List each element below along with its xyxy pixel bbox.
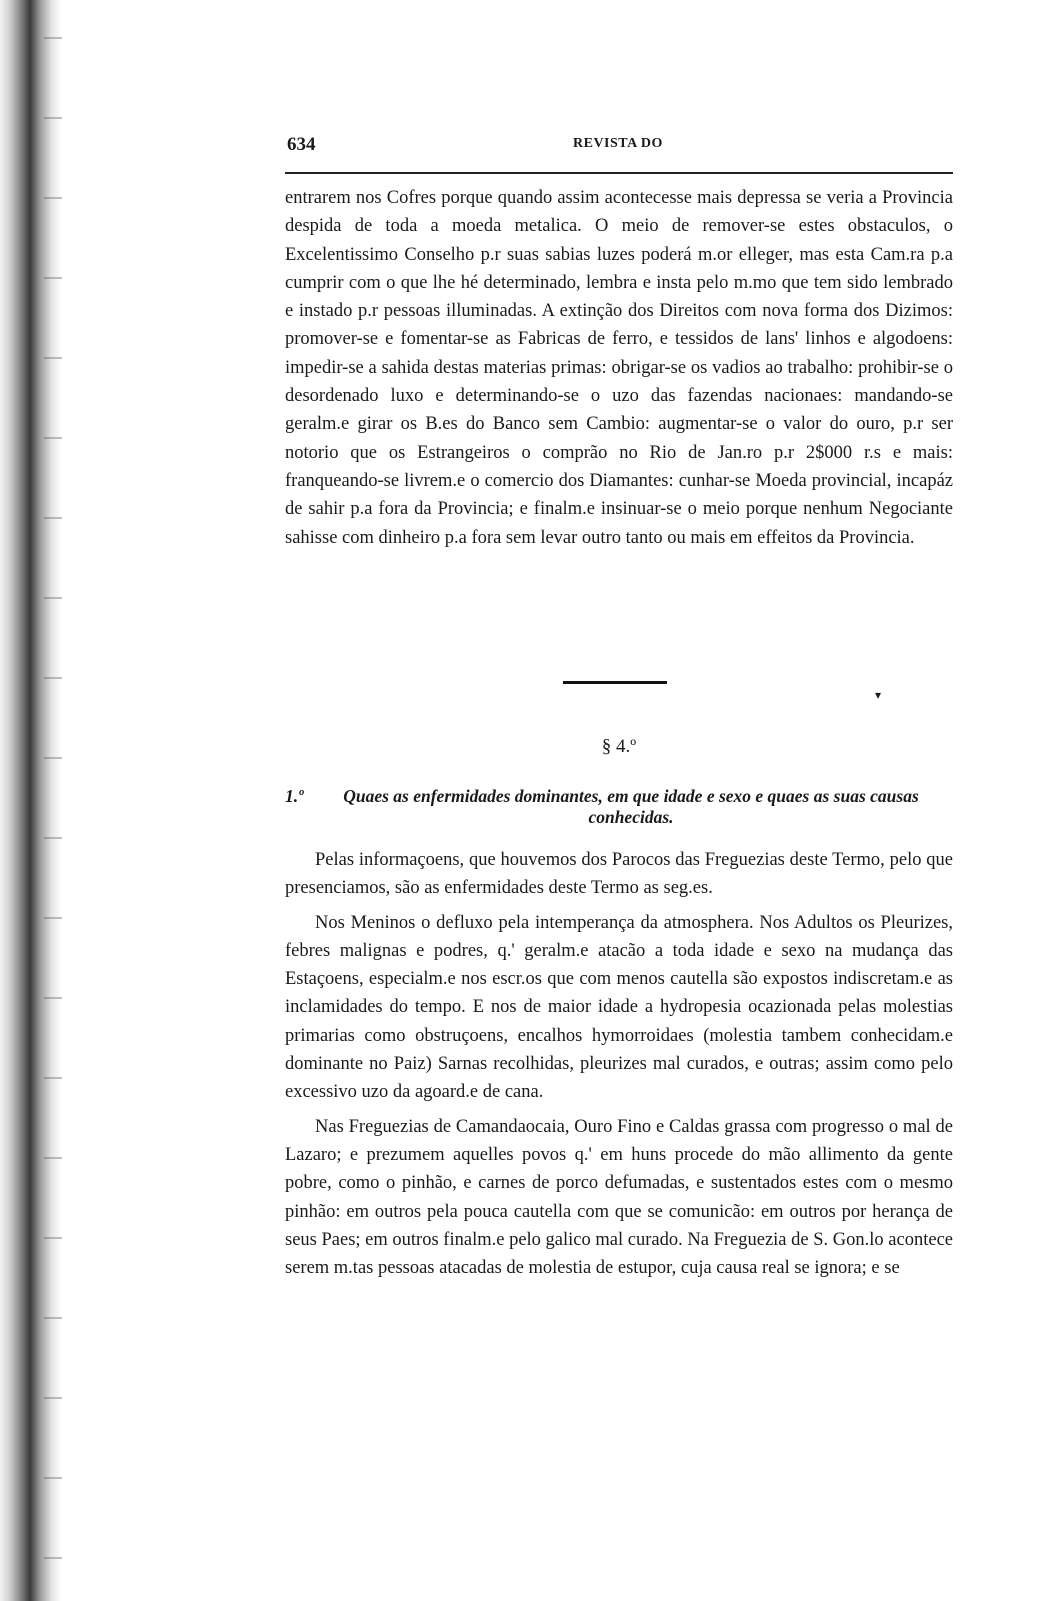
section-body [285,846,953,1288]
paragraph: Nos Meninos o defluxo pela intemperança da atmosphera. Nos Adultos os Pleurizes, febres malignas e podres, q.' geralm.e atacão a toda idade e sexo na mudança das Estaçoens, especialm.e nos escr.os que com menos cautella são expostos indiscretam.e as inclamidades do tempo. E nos de maior idade a hydropesia ocazionada pelas molestias primarias como obstruçoens, encalhos hymorroidaes (molestia tambem conhecidam.e dominante no Paiz) Sarnas recolhidas, pleurizes mal curados, e outras; assim como pelo excessivo uzo da agoard.e de cana. [285,912,953,1103]
question-text: Quaes as enfermidades dominantes, em que idade e sexo e quaes as suas causas conhecidas. [343,786,919,827]
stray-mark: ▾ [875,688,882,702]
paragraph-continued: entrarem nos Cofres porque quando assim acontecesse mais depressa se veria a Provincia despida de toda a moeda metalica. O meio de remover-se estes obstaculos, o Excelentissimo Conselho p.r suas sabias luzes poderá m.or elleger, mas esta Cam.ra p.a cumprir com o que lhe hé determinado, lembra e insta pelo m.mo que tem sido lembrado e instado p.r pessoas illuminadas. A extinção dos Direitos com nova forma dos Dizimos: promover-se e fomentar-se as Fabricas de ferro, e tessidos de lans' linhos e algodoens: impedir-se a sahida destas materias primas: obrigar-se os vadios ao trabalho: prohibir-se o desordenado luxo e determinando-se o uzo das fazendas nacionaes: mandando-se geralm.e girar os B.es do Banco sem Cambio: augmentar-se o valor do ouro, p.r ser notorio que os Estrangeiros o comprão no Rio de Jan.ro p.r 2$000 r.s e mais: franqueando-se livrem.e o comercio dos Diamantes: cunhar-se Moeda provincial, incapáz de sahir p.a fora da Provincia; e finalm.e insinuar-se o meio porque nenhum Negociante sahisse com dinheiro p.a fora sem levar outro tanto ou mais em effeitos da Provincia. [285,188,953,548]
question-number: 1.º [285,786,304,806]
running-head: REVISTA DO [573,136,663,151]
page-header [285,128,953,156]
section-question [285,786,953,828]
binding-marks [44,0,62,1601]
header-rule [285,172,953,174]
section-divider [563,681,667,684]
paragraph: Pelas informaçoens, que houvemos dos Parocos das Freguezias deste Termo, pelo que presenciamos, são as enfermidades deste Termo as seg.es. [285,850,953,899]
page-number: 634 [287,134,316,155]
page [285,128,953,1279]
section-number: § 4.º [601,736,637,757]
paragraph: Nas Freguezias de Camandaocaia, Ouro Fino e Caldas grassa com progresso o mal de Lazaro; e prezumem aquelles povos q.' em huns procede do mão allimento da gente pobre, como o pinhão, e carnes de porco defumadas, e sustentados estes com o mesmo pinhão: em outros pela pouca cautella com que se comunicão: em outros por herança de seus Paes; em outros finalm.e pelo galico mal curado. Na Freguezia de S. Gon.lo acontece serem m.tas pessoas atacadas de molestia de estupor, cuja causa real se ignora; e se [285,1116,953,1279]
